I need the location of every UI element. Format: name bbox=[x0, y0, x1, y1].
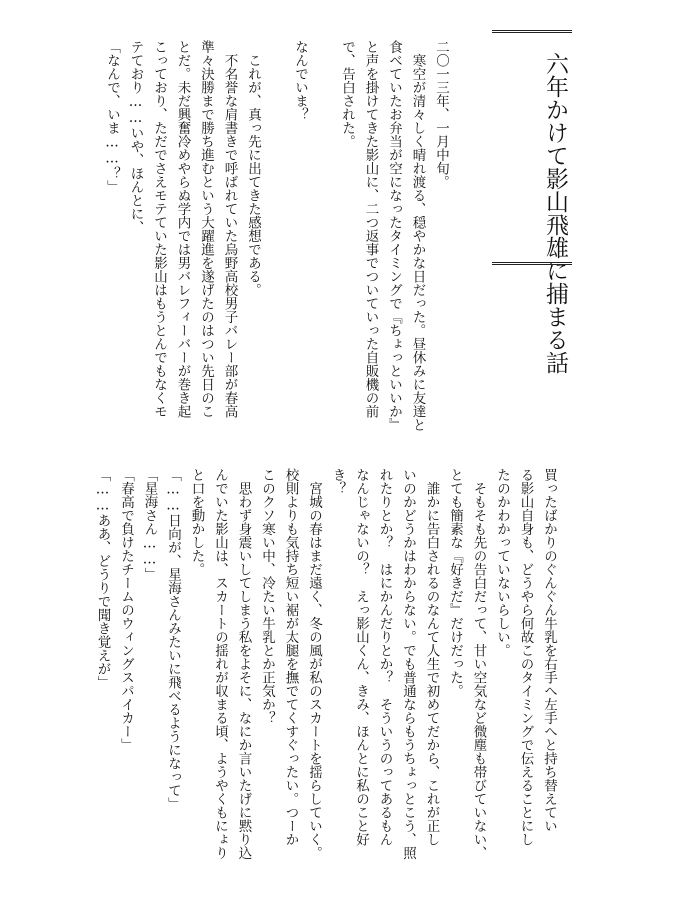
upper-text-line: こっており、ただでさえモテていた影山はもうとんでもなくモ bbox=[151, 40, 167, 418]
lower-text-line: と口を動かした。 bbox=[188, 468, 205, 576]
chapter-title-box bbox=[492, 30, 572, 374]
lower-text-line: る影山自身も、どうやら何故このタイミングで伝えることにし bbox=[517, 468, 534, 846]
upper-text-line: これが、真っ先に出てきた感想である。 bbox=[245, 40, 261, 297]
lower-text-block bbox=[90, 468, 560, 893]
lower-text-line: 「星海さん……」 bbox=[141, 468, 158, 581]
upper-text-line: なんでいま？ bbox=[292, 40, 308, 121]
lower-text-line: き？ bbox=[329, 468, 346, 495]
upper-text-line: で、告白された。 bbox=[339, 40, 355, 148]
upper-text-line bbox=[264, 40, 288, 450]
upper-text-line: 「なんで、いま……？」 bbox=[104, 40, 120, 194]
title-bottom-rule bbox=[492, 262, 572, 265]
lower-text-line: 校則よりも気持ち短い裾が太腿を撫でてくすぐったい。つーか bbox=[282, 468, 299, 846]
upper-text-line: 不名誉な肩書きで呼ばれていた烏野高校男子バレー部が春高 bbox=[221, 40, 238, 418]
upper-text-line bbox=[311, 40, 335, 450]
lower-text-line: 思わず身震いしてしまう私をよそに、なにか言いたげに黙り込 bbox=[235, 468, 252, 860]
lower-text-line: このクソ寒い中、冷たい牛乳とか正気か？ bbox=[259, 468, 275, 725]
lower-text-line: 「春高で負けたチームのウィングスパイカー」 bbox=[118, 468, 134, 752]
lower-text-line: なんじゃないの？ えっ影山くん、きみ、ほんとに私のこと好 bbox=[353, 468, 369, 846]
lower-text-line: たのかわかっていないらしい。 bbox=[494, 468, 510, 657]
chapter-title-line-2: 影山飛雄に捕まる話 bbox=[542, 167, 568, 374]
lower-text-line: いのかどうかはわからない。でも普通ならもうちょっとこう、照 bbox=[400, 468, 416, 860]
upper-text-line: 二〇一三年、一月中旬。 bbox=[433, 40, 449, 189]
upper-text-block bbox=[104, 40, 452, 450]
upper-text-line: と声を掛けてきた影山に、二つ返事でついていった自販機の前 bbox=[362, 40, 379, 418]
lower-text-line: れたりとか？ はにかんだりとか？ そういうのってあるもん bbox=[376, 468, 393, 846]
title-top-rule bbox=[492, 30, 572, 33]
upper-text-line: 寒空が清々しく晴れ渡る、穏やかな日だった。昼休みに友達と bbox=[409, 40, 426, 432]
lower-text-line: そもそも先の告白だって、甘い空気など微塵も帯びていない、 bbox=[470, 468, 487, 860]
lower-text-line: 「……ああ、どうりで聞き覚えが」 bbox=[94, 468, 111, 689]
lower-text-line: 「……日向が、星海さんみたいに飛べるようになって」 bbox=[165, 468, 181, 811]
lower-text-line: 宮城の春はまだ遠く、冬の風が私のスカートを揺らしていく。 bbox=[306, 468, 322, 860]
upper-text-line: テており……いや、ほんとに、 bbox=[127, 40, 144, 234]
lower-text-line: 買ったばかりのぐんぐん牛乳を右手へ左手へと持ち替えてい bbox=[541, 468, 557, 833]
lower-text-line: んでいた影山は、スカートの揺れが収まる頃、ようやくもにょり bbox=[212, 468, 228, 860]
chapter-title-line-1: 六年かけて bbox=[542, 52, 568, 167]
upper-text-line: 食べていたお弁当が空になったタイミングで『ちょっといいか』 bbox=[386, 40, 402, 432]
upper-text-line: とだ。未だ興奮冷めやらぬ学内では男バレフィーバーが巻き起 bbox=[174, 40, 191, 418]
lower-text-line: 誰かに告白されるのなんて人生で初めてだから、これが正し bbox=[423, 468, 440, 846]
lower-text-line: とても簡素な『好きだ』だけだった。 bbox=[447, 468, 463, 698]
upper-text-line: 準々決勝まで勝ち進むという大躍進を遂げたのはつい先日のこ bbox=[198, 40, 214, 418]
chapter-title bbox=[492, 52, 572, 374]
